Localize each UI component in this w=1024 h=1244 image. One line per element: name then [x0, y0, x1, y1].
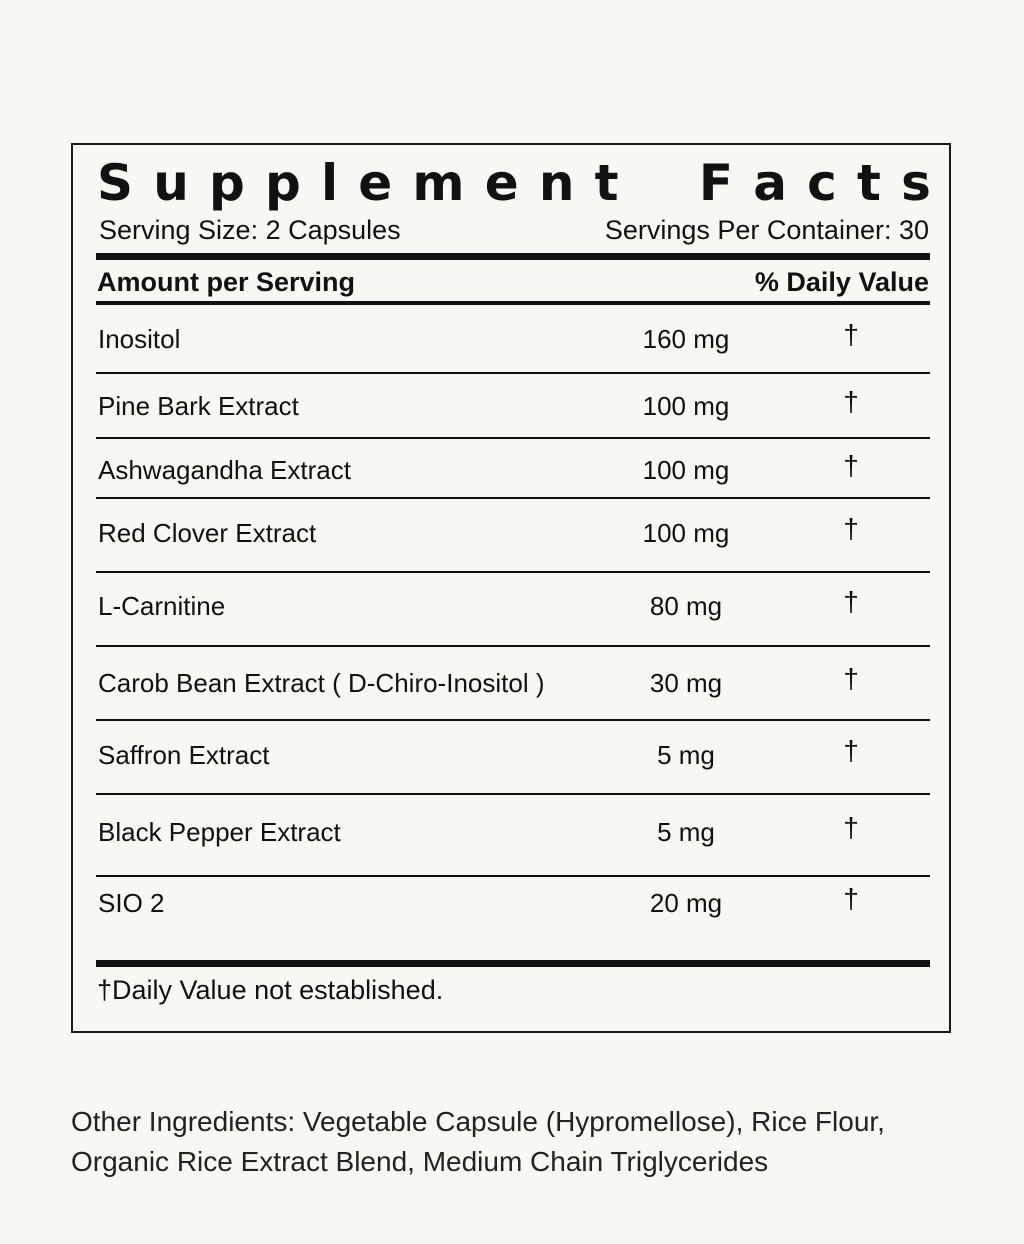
other-ingredients: Other Ingredients: Vegetable Capsule (Hypromellose), Rice Flour, Organic Rice Extract Blend, Medium Chain Triglycerides: [71, 1106, 885, 1177]
ingredient-amount: 160 mg: [642, 324, 730, 354]
ingredient-amount: 5 mg: [657, 740, 715, 770]
dagger-symbol: †: [843, 735, 859, 766]
row-divider: [96, 719, 930, 721]
dagger-symbol: †: [843, 386, 859, 417]
servings-per-container: Servings Per Container: 30: [604, 215, 929, 245]
title-letter: t: [594, 154, 619, 212]
panel-title: [97, 153, 931, 213]
serving-info: [99, 213, 929, 247]
dagger-symbol: †: [843, 586, 859, 617]
row-divider: [96, 497, 930, 499]
ingredient-name: Ashwagandha Extract: [98, 455, 351, 485]
title-letter: l: [320, 154, 339, 212]
title-letter: t: [857, 154, 881, 212]
title-letter: u: [153, 154, 189, 212]
ingredient-name: SIO 2: [98, 888, 165, 918]
ingredient-name: Red Clover Extract: [98, 518, 317, 548]
dagger-symbol: †: [843, 663, 859, 694]
title-letter: e: [358, 154, 393, 212]
title-letter: F: [698, 154, 734, 212]
title-letter: e: [484, 154, 519, 212]
ingredient-name: Carob Bean Extract ( D-Chiro-Inositol ): [98, 668, 545, 698]
row-divider: [96, 437, 930, 439]
title-letter: S: [97, 154, 134, 212]
ingredient-name: Black Pepper Extract: [98, 817, 341, 847]
row-divider: [96, 875, 930, 877]
dagger-symbol: †: [843, 319, 859, 350]
title-letter: c: [807, 154, 837, 212]
ingredient-amount: 80 mg: [649, 591, 723, 621]
row-divider: [96, 571, 930, 573]
bottom-thick-divider: [96, 960, 930, 967]
row-divider: [96, 372, 930, 374]
amount-header: Amount per Serving: [97, 267, 356, 297]
dagger-symbol: †: [843, 450, 859, 481]
title-letter: n: [538, 154, 575, 212]
supplement-facts-panel: [71, 143, 951, 1033]
ingredient-amount: 100 mg: [642, 518, 730, 548]
ingredient-name: Inositol: [98, 324, 181, 354]
title-letter: [639, 153, 679, 213]
header-divider: [96, 301, 930, 305]
column-headers: [97, 265, 929, 299]
ingredient-name: L-Carnitine: [98, 591, 226, 621]
dv-header: % Daily Value: [754, 267, 929, 297]
row-divider: [96, 645, 930, 647]
dagger-symbol: †: [843, 513, 859, 544]
title-letter: m: [412, 154, 465, 212]
ingredient-amount: 5 mg: [657, 817, 715, 847]
ingredient-amount: 100 mg: [642, 391, 730, 421]
title-letter: a: [753, 154, 787, 212]
title-letter: s: [901, 154, 931, 212]
footnote: †Daily Value not established.: [97, 975, 444, 1005]
ingredient-name: Saffron Extract: [98, 740, 270, 770]
serving-size: Serving Size: 2 Capsules: [99, 215, 401, 245]
ingredient-amount: 100 mg: [642, 455, 730, 485]
dagger-symbol: †: [843, 812, 859, 843]
ingredient-amount: 30 mg: [649, 668, 723, 698]
title-letter: p: [264, 154, 301, 212]
dagger-symbol: †: [843, 883, 859, 914]
title-letter: p: [209, 154, 245, 212]
thick-divider: [96, 253, 930, 260]
ingredient-name: Pine Bark Extract: [98, 391, 299, 421]
ingredient-amount: 20 mg: [649, 888, 723, 918]
row-divider: [96, 793, 930, 795]
